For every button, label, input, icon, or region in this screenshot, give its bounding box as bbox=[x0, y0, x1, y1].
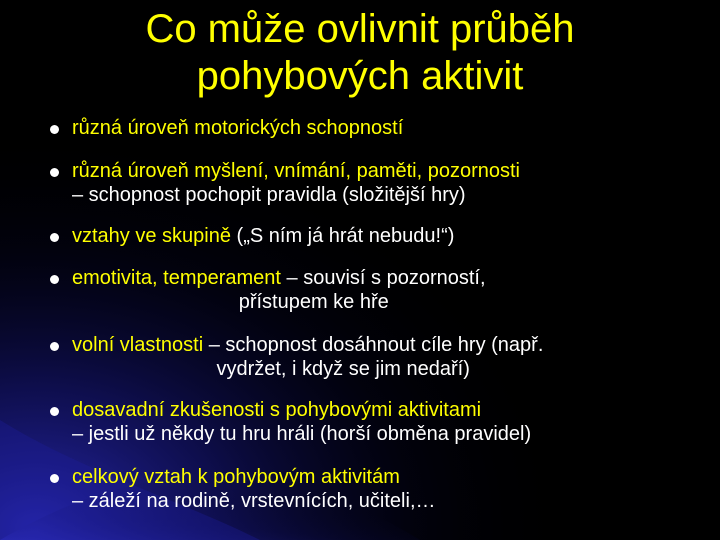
bullet-text bbox=[72, 266, 692, 314]
bullet-dot-icon bbox=[50, 474, 59, 483]
bullet-text bbox=[72, 465, 692, 513]
bullet-highlight: celkový vztah k pohybovým aktivitám bbox=[72, 466, 400, 488]
bullet-dot-icon bbox=[50, 342, 59, 351]
bullet-highlight: různá úroveň myšlení, vnímání, paměti, pozornosti bbox=[72, 160, 520, 182]
bullet-highlight: emotivita, temperament bbox=[72, 267, 281, 289]
bullet-highlight: volní vlastnosti bbox=[72, 334, 204, 356]
bullet-text bbox=[72, 333, 692, 381]
bullet-text bbox=[72, 224, 692, 248]
bullet-text bbox=[72, 159, 692, 207]
bullet-highlight: vztahy ve skupině bbox=[72, 225, 231, 247]
bullet-rest: – jestli už někdy tu hru hráli (horší obměna pravidel) bbox=[72, 423, 532, 445]
bullet-dot-icon bbox=[50, 233, 59, 242]
bullet-dot-icon bbox=[50, 125, 59, 134]
bullet-highlight: různá úroveň motorických schopností bbox=[72, 117, 404, 139]
bullet-rest: – schopnost dosáhnout cíle hry (např. vydržet, i když se jim nedaří) bbox=[208, 334, 544, 380]
bullet-rest: („S ním já hrát nebudu!“) bbox=[230, 225, 455, 247]
title-line-1: Co může ovlivnit průběh bbox=[145, 7, 575, 51]
bullet-dot-icon bbox=[50, 168, 59, 177]
bullet-rest: – záleží na rodině, vrstevnících, učiteli,… bbox=[72, 490, 436, 512]
bullet-text bbox=[72, 116, 692, 140]
bullet-dot-icon bbox=[50, 275, 59, 284]
bullet-highlight: dosavadní zkušenosti s pohybovými aktivitami bbox=[72, 399, 482, 421]
bullet-text bbox=[72, 398, 692, 446]
bullet-rest: – souvisí s pozorností, přístupem ke hře bbox=[238, 267, 486, 313]
bullet-dot-icon bbox=[50, 407, 59, 416]
title-line-2: pohybových aktivit bbox=[196, 54, 524, 98]
bullet-rest: – schopnost pochopit pravidla (složitější hry) bbox=[72, 184, 466, 206]
